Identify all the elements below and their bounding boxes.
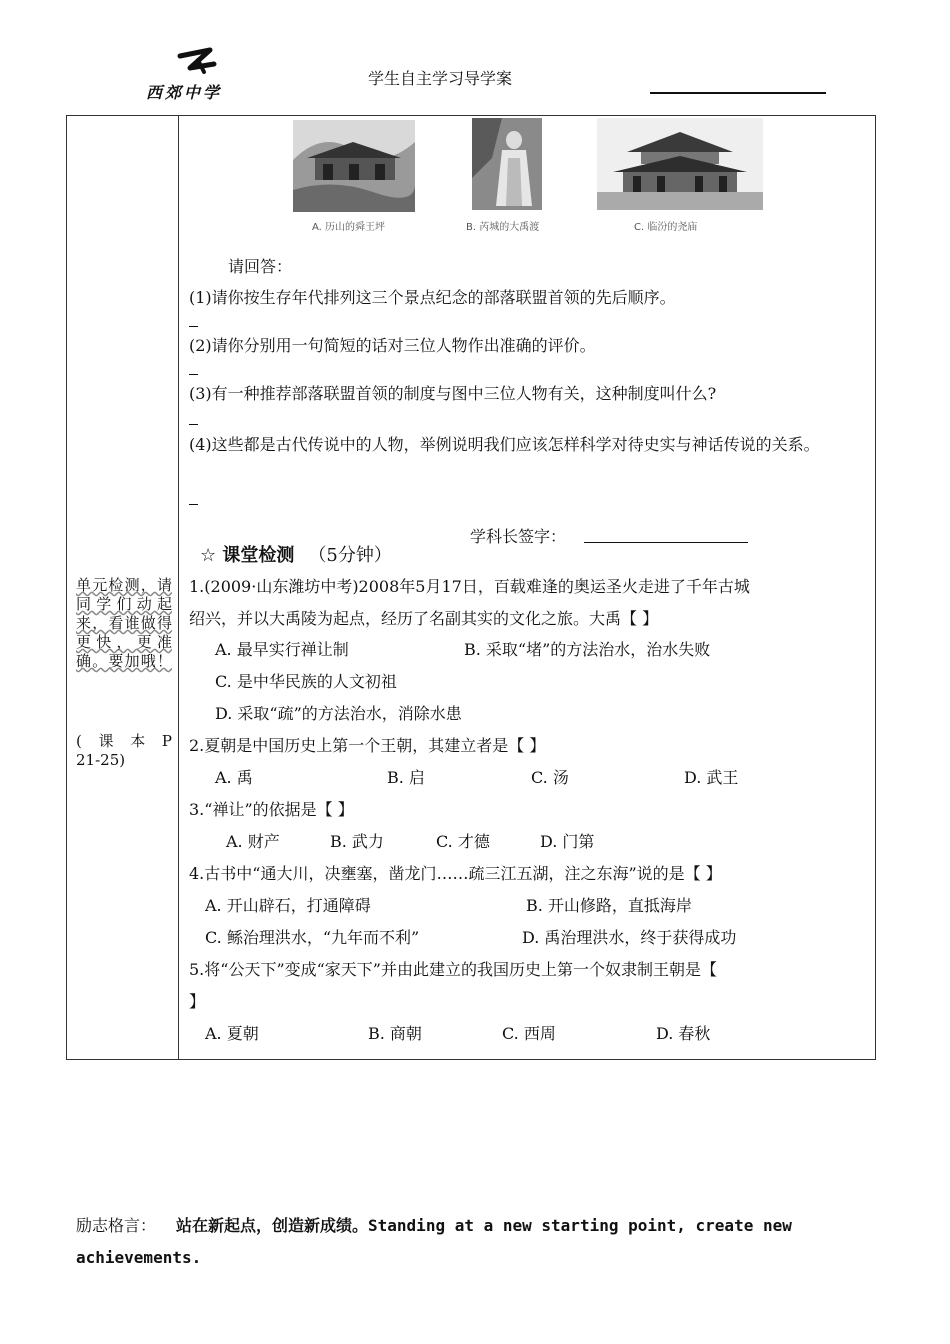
test-q2-option-b[interactable]: B. 启 xyxy=(387,768,425,787)
test-q3-option-d[interactable]: D. 门第 xyxy=(540,832,595,851)
textbook-reference xyxy=(76,732,172,770)
footer-motto xyxy=(76,1210,876,1274)
section-duration: （5分钟） xyxy=(308,545,392,566)
photo-shunwangping xyxy=(293,120,415,212)
answer-line-2 xyxy=(189,374,198,375)
test-q3-option-b[interactable]: B. 武力 xyxy=(330,832,384,851)
photo-yaomiao xyxy=(597,118,763,210)
ref-char: 本 xyxy=(130,732,146,750)
test-q1-option-a[interactable]: A. 最早实行禅让制 xyxy=(215,640,349,659)
answer-line-4 xyxy=(189,504,198,505)
ref-char: ( xyxy=(76,732,82,750)
test-q1-option-b[interactable]: B. 采取“堵”的方法治水，治水失败 xyxy=(464,640,711,659)
question-2: (2)请你分别用一句简短的话对三位人物作出准确的评价。 xyxy=(189,336,596,355)
side-note-text: 单元检测，请同学们动起来，看谁做得更快，更准确。要加哦！ xyxy=(76,576,172,670)
answer-prompt: 请回答： xyxy=(228,257,293,276)
ref-char: 课 xyxy=(98,732,114,750)
name-underline xyxy=(650,92,826,94)
test-q5-option-a[interactable]: A. 夏朝 xyxy=(205,1024,259,1043)
caption-b: B. 芮城的大禹渡 xyxy=(466,222,540,233)
test-q5-option-c[interactable]: C. 西周 xyxy=(502,1024,556,1043)
school-logo-text: 西郊中学 xyxy=(146,83,223,102)
ref-char: P xyxy=(161,732,172,750)
question-1: (1)请你按生存年代排列这三个景点纪念的部落联盟首领的先后顺序。 xyxy=(189,288,676,307)
test-q2: 2.夏朝是中国历史上第一个王朝，其建立者是【 】 xyxy=(189,736,546,755)
test-q1-line1: 1.(2009·山东潍坊中考)2008年5月17日，百载难逢的奥运圣火走进了千年古城 xyxy=(189,577,750,596)
test-q3-option-a[interactable]: A. 财产 xyxy=(226,832,280,851)
test-q2-option-a[interactable]: A. 禹 xyxy=(215,768,253,787)
test-q3: 3.“禅让”的依据是【 】 xyxy=(189,800,354,819)
question-4: (4)这些都是古代传说中的人物，举例说明我们应该怎样科学对待史实与神话传说的关系。 xyxy=(189,435,820,454)
test-q1-line2: 绍兴，并以大禹陵为起点，经历了名副其实的文化之旅。大禹【 】 xyxy=(189,609,659,628)
motto-label: 励志格言： xyxy=(76,1216,157,1235)
photo-dayudu xyxy=(472,118,542,210)
section-title xyxy=(200,541,392,567)
test-q5-option-b[interactable]: B. 商朝 xyxy=(368,1024,422,1043)
test-q2-option-c[interactable]: C. 汤 xyxy=(531,768,569,787)
motto-text: 站在新起点，创造新成绩。Standing at a new starting point, create new achievements. xyxy=(76,1216,792,1267)
ref-pages: 21-25) xyxy=(76,751,126,769)
signature-label: 学科长签字： xyxy=(470,527,567,546)
test-q5-option-d[interactable]: D. 春秋 xyxy=(656,1024,711,1043)
side-note xyxy=(76,576,172,671)
test-q2-option-d[interactable]: D. 武王 xyxy=(684,768,739,787)
test-q1-option-d[interactable]: D. 采取“疏”的方法治水，消除水患 xyxy=(215,704,462,723)
caption-c: C. 临汾的尧庙 xyxy=(634,222,698,233)
document-title: 学生自主学习导学案 xyxy=(368,69,513,88)
test-q1-option-c[interactable]: C. 是中华民族的人文初祖 xyxy=(215,672,397,691)
question-3: (3)有一种推荐部落联盟首领的制度与图中三位人物有关，这种制度叫什么? xyxy=(189,384,717,403)
test-q4-option-c[interactable]: C. 鲧治理洪水，“九年而不利” xyxy=(205,928,420,947)
answer-line-3 xyxy=(189,424,198,425)
test-q5-line1: 5.将“公天下”变成“家天下”并由此建立的我国历史上第一个奴隶制王朝是【 xyxy=(189,960,717,979)
caption-a: A. 历山的舜王坪 xyxy=(312,222,386,233)
test-q4-option-b[interactable]: B. 开山修路，直抵海岸 xyxy=(526,896,692,915)
signature-line[interactable] xyxy=(584,542,748,543)
answer-line-1 xyxy=(189,326,198,327)
section-title-text: ☆ 课堂检测 xyxy=(200,545,295,566)
test-q4: 4.古书中“通大川，决壅塞，凿龙门……疏三江五湖，注之东海”说的是【 】 xyxy=(189,864,722,883)
test-q5-line2: 】 xyxy=(189,992,206,1011)
test-q4-option-d[interactable]: D. 禹治理洪水，终于获得成功 xyxy=(522,928,737,947)
column-divider xyxy=(178,115,179,1060)
test-q4-option-a[interactable]: A. 开山辟石，打通障碍 xyxy=(205,896,371,915)
test-q3-option-c[interactable]: C. 才德 xyxy=(436,832,490,851)
